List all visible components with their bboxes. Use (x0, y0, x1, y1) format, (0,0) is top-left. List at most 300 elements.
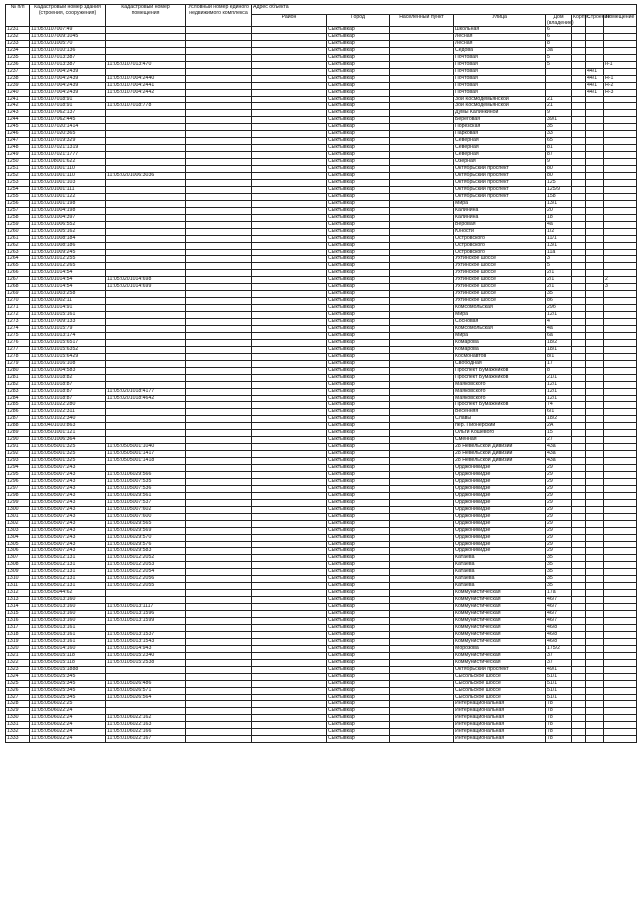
table-row (6, 68, 637, 75)
settlement-cell (390, 631, 454, 638)
building-cadastral-number: 11:05:0505015:118 (30, 652, 106, 659)
city-cell: Сыктывкар (327, 33, 390, 40)
header-structure: Строение (586, 15, 604, 27)
settlement-cell (390, 618, 454, 625)
premises-cell: Н-1 (604, 75, 637, 82)
premises-cadastral-number: 11:05:0105015:2538 (106, 659, 186, 666)
conditional-number (186, 597, 252, 604)
house-cell: 78 (546, 701, 572, 708)
building-cadastral-number: 11:05:0201015:6517 (30, 339, 106, 346)
structure-cell (586, 659, 604, 666)
street-cell: Морозова (454, 645, 546, 652)
region-cell (252, 145, 327, 152)
region-cell (252, 207, 327, 214)
row-number: 1250 (6, 159, 30, 166)
building-cadastral-number: 11:05:0201014:54 (30, 277, 106, 284)
structure-cell (586, 367, 604, 374)
street-cell: Проспект Бумажников (454, 367, 546, 374)
premises-cell (604, 395, 637, 402)
conditional-number (186, 68, 252, 75)
structure-cell (586, 527, 604, 534)
structure-cell (586, 409, 604, 416)
city-cell: Сыктывкар (327, 360, 390, 367)
building-cadastral-number: 11:05:0107020:1414 (30, 124, 106, 131)
street-cell: Катаева (454, 555, 546, 562)
region-cell (252, 256, 327, 263)
structure-cell (586, 33, 604, 40)
house-cell: 74 (546, 402, 572, 409)
region-cell (252, 722, 327, 729)
region-cell (252, 221, 327, 228)
building-cell (572, 694, 586, 701)
row-number: 1235 (6, 54, 30, 61)
building-cell (572, 652, 586, 659)
premises-cell (604, 715, 637, 722)
table-row (6, 687, 637, 694)
city-cell: Сыктывкар (327, 701, 390, 708)
settlement-cell (390, 360, 454, 367)
building-cadastral-number: 11:05:0505012:131 (30, 569, 106, 576)
premises-cell (604, 562, 637, 569)
city-cell: Сыктывкар (327, 534, 390, 541)
street-cell: Октябрьский проспект (454, 179, 546, 186)
region-cell (252, 124, 327, 131)
building-cell (572, 548, 586, 555)
region-cell (252, 228, 327, 235)
house-cell: 21 (546, 103, 572, 110)
premises-cell (604, 166, 637, 173)
conditional-number (186, 186, 252, 193)
region-cell (252, 270, 327, 277)
city-cell: Сыктывкар (327, 631, 390, 638)
city-cell: Сыктывкар (327, 124, 390, 131)
structure-cell (586, 40, 604, 47)
city-cell: Сыктывкар (327, 256, 390, 263)
premises-cadastral-number: 11:05:0107013:470 (106, 61, 186, 68)
street-cell: Ухтинское шоссе (454, 298, 546, 305)
structure-cell (586, 722, 604, 729)
structure-cell: 44/1 (586, 75, 604, 82)
conditional-number (186, 437, 252, 444)
settlement-cell (390, 200, 454, 207)
building-cell (572, 152, 586, 159)
premises-cell (604, 402, 637, 409)
building-cell (572, 666, 586, 673)
table-row (6, 444, 637, 451)
building-cell (572, 117, 586, 124)
table-row (6, 284, 637, 291)
region-cell (252, 68, 327, 75)
premises-cadastral-number: 11:05:0105013:1596 (106, 611, 186, 618)
street-cell: Коммунистическая (454, 631, 546, 638)
settlement-cell (390, 548, 454, 555)
region-cell (252, 472, 327, 479)
conditional-number (186, 159, 252, 166)
table-row (6, 367, 637, 374)
street-cell: Октябрьский проспект (454, 173, 546, 180)
region-cell (252, 701, 327, 708)
premises-cell (604, 680, 637, 687)
table-row (6, 33, 637, 40)
conditional-number (186, 179, 252, 186)
house-cell: 6 (546, 27, 572, 34)
premises-cell (604, 40, 637, 47)
street-cell: Коммунистическая (454, 652, 546, 659)
row-number: 1273 (6, 319, 30, 326)
row-number: 1284 (6, 395, 30, 402)
conditional-number (186, 527, 252, 534)
settlement-cell (390, 235, 454, 242)
premises-cell (604, 96, 637, 103)
settlement-cell (390, 576, 454, 583)
settlement-cell (390, 103, 454, 110)
premises-cell (604, 638, 637, 645)
building-cadastral-number: 11:05:0107004:2439 (30, 89, 106, 96)
city-cell: Сыктывкар (327, 152, 390, 159)
city-cell: Сыктывкар (327, 228, 390, 235)
street-cell: Северная (454, 138, 546, 145)
street-cell: Мира (454, 200, 546, 207)
city-cell: Сыктывкар (327, 666, 390, 673)
settlement-cell (390, 186, 454, 193)
city-cell: Сыктывкар (327, 291, 390, 298)
settlement-cell (390, 221, 454, 228)
city-cell: Сыктывкар (327, 103, 390, 110)
structure-cell (586, 416, 604, 423)
premises-cadastral-number (106, 249, 186, 256)
building-cadastral-number: 11:05:0505012:131 (30, 562, 106, 569)
region-cell (252, 388, 327, 395)
house-cell: 46/7 (546, 597, 572, 604)
region-cell (252, 179, 327, 186)
building-cadastral-number: 11:05:0201014:54 (30, 270, 106, 277)
street-cell: Веровая (454, 221, 546, 228)
conditional-number (186, 506, 252, 513)
conditional-number (186, 319, 252, 326)
building-cell (572, 631, 586, 638)
structure-cell (586, 325, 604, 332)
region-cell (252, 159, 327, 166)
conditional-number (186, 492, 252, 499)
building-cadastral-number: 11:05:0505044:62 (30, 590, 106, 597)
premises-cell (604, 465, 637, 472)
house-cell: 29 (546, 506, 572, 513)
premises-cadastral-number: 11:05:0105026:571 (106, 687, 186, 694)
header-house: Дом (владение) (547, 14, 574, 26)
building-cell (572, 346, 586, 353)
structure-cell (586, 520, 604, 527)
house-cell: 125/9 (546, 186, 572, 193)
structure-cell (586, 444, 604, 451)
table-row (6, 597, 637, 604)
house-cell: 81 (546, 145, 572, 152)
building-cell (572, 569, 586, 576)
structure-cell (586, 673, 604, 680)
building-cell (572, 221, 586, 228)
conditional-number (186, 638, 252, 645)
row-number: 1283 (6, 388, 30, 395)
house-cell: 29 (546, 499, 572, 506)
table-row (6, 75, 637, 82)
building-cadastral-number: 11:05:0107020:365 (30, 131, 106, 138)
table-row (6, 680, 637, 687)
premises-cell (604, 659, 637, 666)
street-cell: Проспект Бумажников (454, 374, 546, 381)
street-cell: 28 Невельской Дивизии (454, 458, 546, 465)
building-cadastral-number: 11:05:0107009:133 (30, 319, 106, 326)
conditional-number (186, 256, 252, 263)
house-cell: 9 (546, 110, 572, 117)
city-cell: Сыктывкар (327, 499, 390, 506)
house-cell: 35 (546, 291, 572, 298)
building-cadastral-number: 11:05:0505013:161 (30, 638, 106, 645)
settlement-cell (390, 722, 454, 729)
region-cell (252, 409, 327, 416)
row-number: 1248 (6, 145, 30, 152)
premises-cadastral-number (106, 701, 186, 708)
conditional-number (186, 367, 252, 374)
house-cell: 18/2 (546, 416, 572, 423)
building-cell (572, 124, 586, 131)
table-row (6, 416, 637, 423)
building-cell (572, 562, 586, 569)
house-cell: 17 (546, 360, 572, 367)
row-number: 1309 (6, 569, 30, 576)
premises-cell (604, 451, 637, 458)
structure-cell (586, 583, 604, 590)
building-cell (572, 61, 586, 68)
region-cell (252, 541, 327, 548)
house-cell: 46/8 (546, 624, 572, 631)
conditional-number (186, 604, 252, 611)
region-cell (252, 173, 327, 180)
house-cell: 12/1 (546, 381, 572, 388)
street-cell: Сосновая (454, 319, 546, 326)
settlement-cell (390, 54, 454, 61)
city-cell: Сыктывкар (327, 402, 390, 409)
house-cell: 18 (546, 214, 572, 221)
row-number: 1305 (6, 541, 30, 548)
building-cadastral-number: 11:05:0201005:70 (30, 40, 106, 47)
building-cadastral-number: 11:05:0108001:622 (30, 159, 106, 166)
conditional-number (186, 701, 252, 708)
building-cell (572, 381, 586, 388)
structure-cell (586, 339, 604, 346)
house-cell: 46/8 (546, 638, 572, 645)
premises-cell (604, 590, 637, 597)
conditional-number (186, 298, 252, 305)
premises-cadastral-number (106, 256, 186, 263)
premises-cell (604, 152, 637, 159)
conditional-number (186, 583, 252, 590)
premises-cell (604, 694, 637, 701)
building-cell (572, 360, 586, 367)
street-cell: Орджоникидзе (454, 485, 546, 492)
premises-cadastral-number (106, 312, 186, 319)
premises-cell (604, 444, 637, 451)
settlement-cell (390, 472, 454, 479)
premises-cell (604, 555, 637, 562)
building-cell (572, 708, 586, 715)
premises-cadastral-number: 11:05:0106022:162 (106, 715, 186, 722)
settlement-cell (390, 458, 454, 465)
region-cell (252, 604, 327, 611)
conditional-number (186, 214, 252, 221)
house-cell: 2/1 (546, 284, 572, 291)
settlement-cell (390, 339, 454, 346)
building-cell (572, 458, 586, 465)
city-cell: Сыктывкар (327, 40, 390, 47)
building-cell (572, 131, 586, 138)
house-cell: 35 (546, 576, 572, 583)
table-row (6, 534, 637, 541)
region-cell (252, 249, 327, 256)
settlement-cell (390, 166, 454, 173)
region-cell (252, 451, 327, 458)
conditional-number (186, 659, 252, 666)
row-number: 1293 (6, 458, 30, 465)
structure-cell (586, 305, 604, 312)
structure-cell (586, 214, 604, 221)
row-number: 1289 (6, 430, 30, 437)
house-cell: 78 (546, 722, 572, 729)
settlement-cell (390, 409, 454, 416)
settlement-cell (390, 638, 454, 645)
building-cell (572, 597, 586, 604)
table-row (6, 270, 637, 277)
city-cell: Сыктывкар (327, 513, 390, 520)
premises-cadastral-number: 11:05:0105026:564 (106, 694, 186, 701)
table-row (6, 659, 637, 666)
conditional-number (186, 346, 252, 353)
region-cell (252, 652, 327, 659)
settlement-cell (390, 207, 454, 214)
city-cell: Сыктывкар (327, 138, 390, 145)
table-row (6, 395, 637, 402)
row-number: 1258 (6, 214, 30, 221)
city-cell: Сыктывкар (327, 214, 390, 221)
structure-cell (586, 680, 604, 687)
building-cadastral-number: 11:05:0201003:258 (30, 291, 106, 298)
settlement-cell (390, 478, 454, 485)
house-cell: 4а (546, 325, 572, 332)
conditional-number (186, 277, 252, 284)
building-cadastral-number: 11:05:0201018:87 (30, 395, 106, 402)
settlement-cell (390, 96, 454, 103)
region-cell (252, 40, 327, 47)
city-cell: Сыктывкар (327, 319, 390, 326)
building-cell (572, 200, 586, 207)
premises-cadastral-number (106, 40, 186, 47)
premises-cadastral-number (106, 228, 186, 235)
street-cell: Коммунистическая (454, 618, 546, 625)
table-row (6, 346, 637, 353)
building-cadastral-number: 11:05:0201022:280 (30, 402, 106, 409)
city-cell: Сыктывкар (327, 200, 390, 207)
header-conditional-number: Условный номер единого недвижимого комплекса (186, 5, 252, 27)
structure-cell (586, 694, 604, 701)
city-cell: Сыктывкар (327, 242, 390, 249)
street-cell: Орджоникидзе (454, 478, 546, 485)
premises-cell: Н-3 (604, 89, 637, 96)
street-cell: Ухтинское шоссе (454, 291, 546, 298)
city-cell: Сыктывкар (327, 423, 390, 430)
premises-cadastral-number (106, 332, 186, 339)
street-cell: Комсомольская (454, 325, 546, 332)
building-cadastral-number: 11:05:0505013:161 (30, 631, 106, 638)
header-region: Район (252, 15, 327, 27)
settlement-cell (390, 138, 454, 145)
settlement-cell (390, 451, 454, 458)
conditional-number (186, 242, 252, 249)
conditional-number (186, 485, 252, 492)
row-number: 1279 (6, 360, 30, 367)
table-row (6, 611, 637, 618)
city-cell: Сыктывкар (327, 451, 390, 458)
row-number: 1241 (6, 96, 30, 103)
street-cell: Интернациональная (454, 736, 546, 743)
region-cell (252, 680, 327, 687)
premises-cell (604, 263, 637, 270)
region-cell (252, 152, 327, 159)
region-cell (252, 402, 327, 409)
region-cell (252, 96, 327, 103)
building-cadastral-number: 11:05:0201013:174 (30, 332, 106, 339)
city-cell: Сыктывкар (327, 186, 390, 193)
conditional-number (186, 534, 252, 541)
conditional-number (186, 499, 252, 506)
conditional-number (186, 541, 252, 548)
street-cell: Орджоникидзе (454, 465, 546, 472)
structure-cell (586, 27, 604, 34)
region-cell (252, 54, 327, 61)
premises-cadastral-number: 11:05:0105012:2055 (106, 583, 186, 590)
conditional-number (186, 569, 252, 576)
region-cell (252, 33, 327, 40)
building-cell (572, 228, 586, 235)
settlement-cell (390, 652, 454, 659)
building-cell (572, 736, 586, 743)
row-number: 1287 (6, 416, 30, 423)
address-registry-table (5, 4, 637, 743)
house-cell: 43а (546, 458, 572, 465)
region-cell (252, 485, 327, 492)
table-row (6, 61, 637, 68)
conditional-number (186, 694, 252, 701)
city-cell: Сыктывкар (327, 173, 390, 180)
structure-cell (586, 604, 604, 611)
row-number: 1321 (6, 652, 30, 659)
region-cell (252, 200, 327, 207)
settlement-cell (390, 430, 454, 437)
header-city: Город (327, 15, 390, 27)
street-cell: Ухтинское шоссе (454, 263, 546, 270)
building-cell (572, 75, 586, 82)
building-cadastral-number: 11:05:0505007:243 (30, 527, 106, 534)
settlement-cell (390, 117, 454, 124)
house-cell: 29 (546, 485, 572, 492)
row-number: 1315 (6, 611, 30, 618)
premises-cadastral-number (106, 409, 186, 416)
house-cell: 4 (546, 319, 572, 326)
house-cell: 12/1 (546, 388, 572, 395)
table-row (6, 402, 637, 409)
settlement-cell (390, 506, 454, 513)
header-address: Адрес объекта (252, 5, 637, 15)
table-row (6, 159, 637, 166)
building-cadastral-number: 11:05:0201001:110 (30, 173, 106, 180)
region-cell (252, 235, 327, 242)
